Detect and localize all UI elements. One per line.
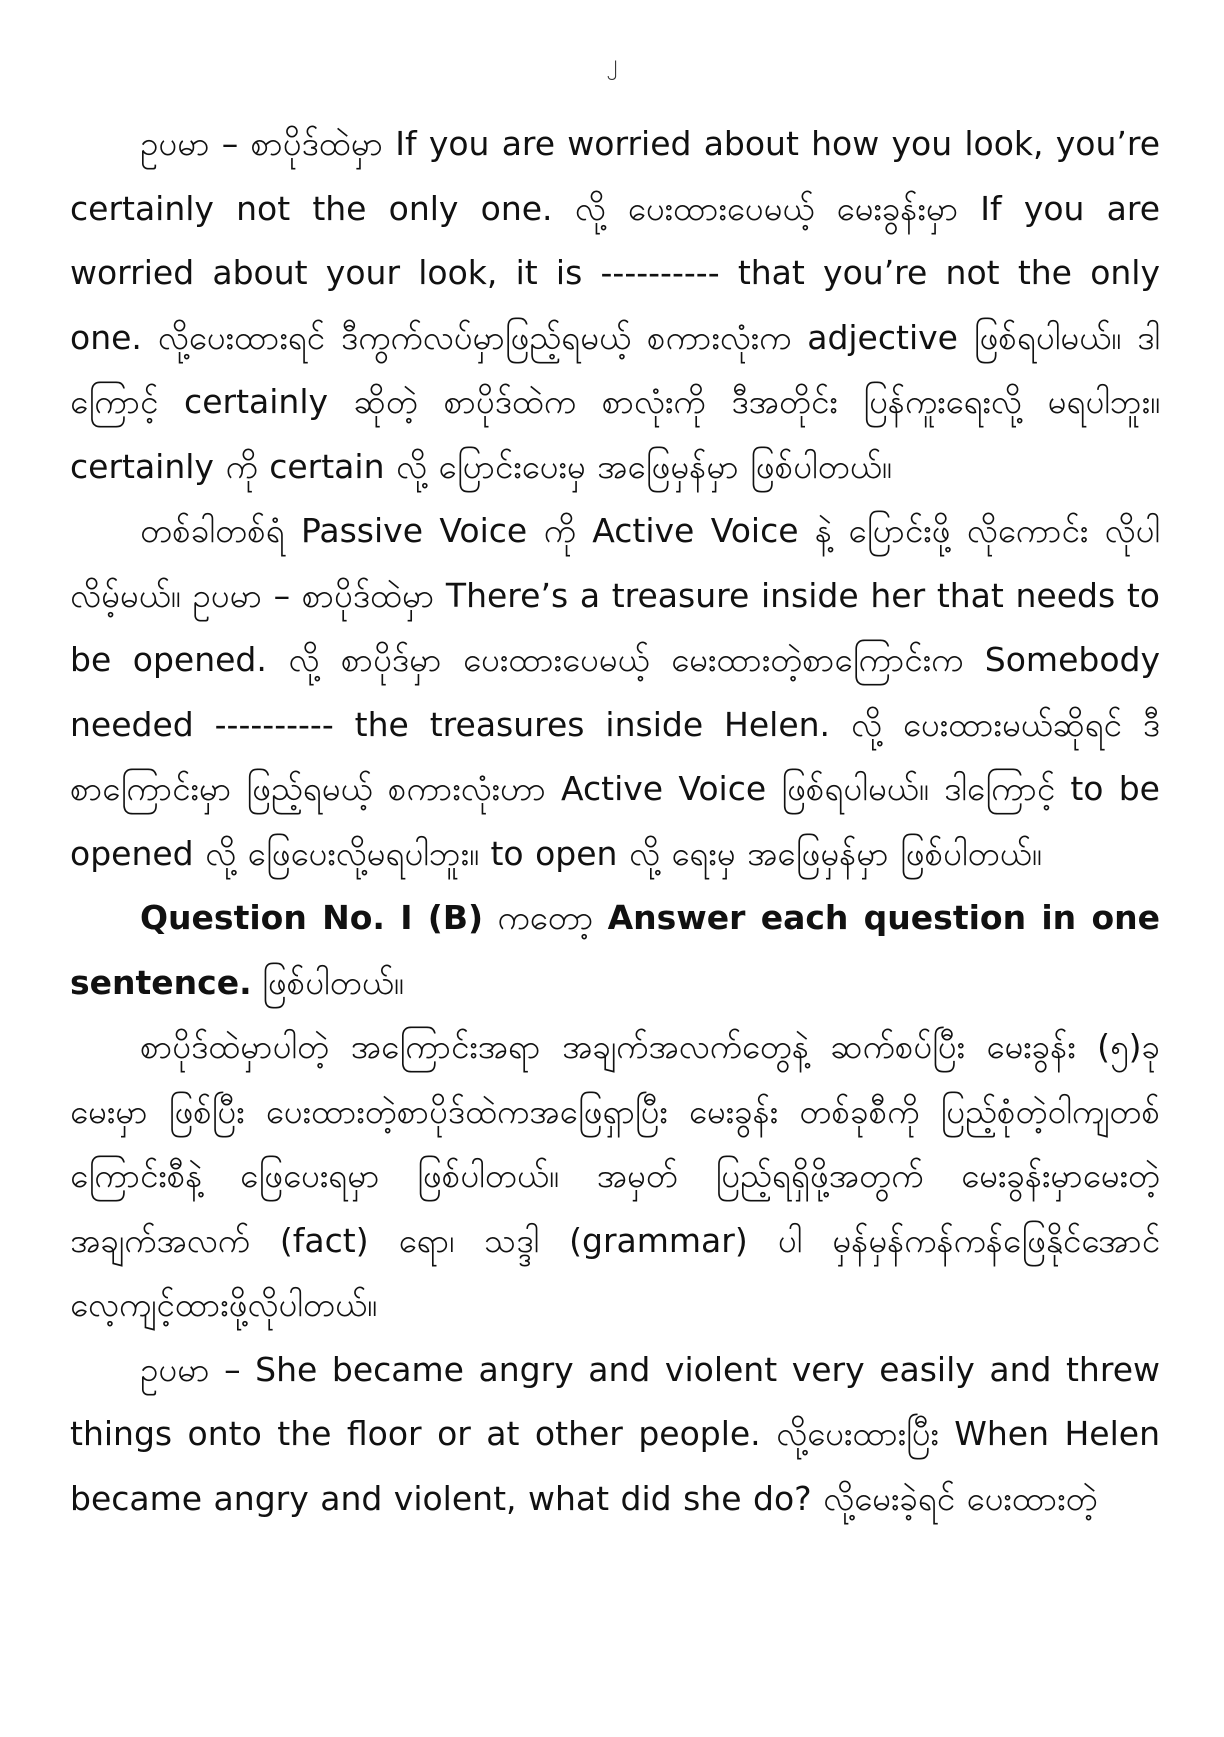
question-connector: ကတော့ (483, 898, 608, 937)
question-tail: ဖြစ်ပါတယ်။ (251, 962, 404, 1002)
paragraph-question-explanation: စာပိုဒ်ထဲမှာပါတဲ့ အကြောင်းအရာ အချက်အလက်တွေနဲ့ ဆက်စပ်ပြီး မေးခွန်း (၅)ခု မေးမှာ ဖြစ်ပြီး ပေးထားတဲ့စာပိုဒ်ထဲကအဖြေရှာပြီး မေးခွန်း တစ်ခုစီကို ပြည့်စုံတဲ့ဝါကျတစ်ကြောင်းစီနဲ့ ဖြေပေးရမှာ ဖြစ်ပါတယ်။ အမှတ် ပြည့်ရရှိဖို့အတွက် မေးခွန်းမှာမေးတဲ့ အချက်အလက် (fact) ရော၊ သဒ္ဒါ (grammar) ပါ မှန်မှန်ကန်ကန်ဖြေနိုင်အောင် လေ့ကျင့်ထားဖို့လိုပါတယ်။ (70, 1027, 1160, 1324)
paragraph-certainly-example: ဥပမာ – စာပိုဒ်ထဲမှာ If you are worried about how you look, you’re certainly not the only one. လို့ ပေးထားပေမယ့် မေးခွန်းမှာ If you are worried about your look, it is ---------- that you’re not the only one. လို့ပေးထားရင် ဒီကွက်လပ်မှာဖြည့်ရမယ့် စကားလုံးက adjective ဖြစ်ရပါမယ်။ ဒါကြောင့် certainly ဆိုတဲ့ စာပိုဒ်ထဲက စာလုံးကို ဒီအတိုင်း ပြန်ကူးရေးလို့ မရပါဘူး။ certainly ကို certain လို့ ပြောင်းပေးမှ အဖြေမှန်မှာ ဖြစ်ပါတယ်။ (70, 124, 1160, 486)
question-label: Question No. I (B) (140, 898, 484, 937)
question-instruction: Answer each question in one sentence. (70, 898, 1160, 1002)
page-body (70, 112, 1160, 1531)
paragraph-helen-example: ဥပမာ – She became angry and violent very easily and threw things onto the floor or at other people. လို့ပေးထားပြီး When Helen became angry and violent, what did she do? လို့မေးခဲ့ရင် ပေးထားတဲ့ (70, 1349, 1160, 1518)
paragraph-passive-voice-example: တစ်ခါတစ်ရံ Passive Voice ကို Active Voice နဲ့ ပြောင်းဖို့ လိုကောင်း လိုပါလိမ့်မယ်။ ဥပမာ – စာပိုဒ်ထဲမှာ There’s a treasure inside her that needs to be opened. လို့ စာပိုဒ်မှာ ပေးထားပေမယ့် မေးထားတဲ့စာကြောင်းက Somebody needed ---------- the treasures inside Helen. လို့ ပေးထားမယ်ဆိုရင် ဒီစာကြောင်းမှာ ဖြည့်ရမယ့် စကားလုံးဟာ Active Voice ဖြစ်ရပါမယ်။ ဒါကြောင့် to be opened လို့ ဖြေပေးလို့မရပါဘူး။ to open လို့ ရေးမှ အဖြေမှန်မှာ ဖြစ်ပါတယ်။ (70, 511, 1160, 873)
question-heading-paragraph (70, 886, 1160, 1015)
page-number: ၂ (606, 51, 618, 76)
